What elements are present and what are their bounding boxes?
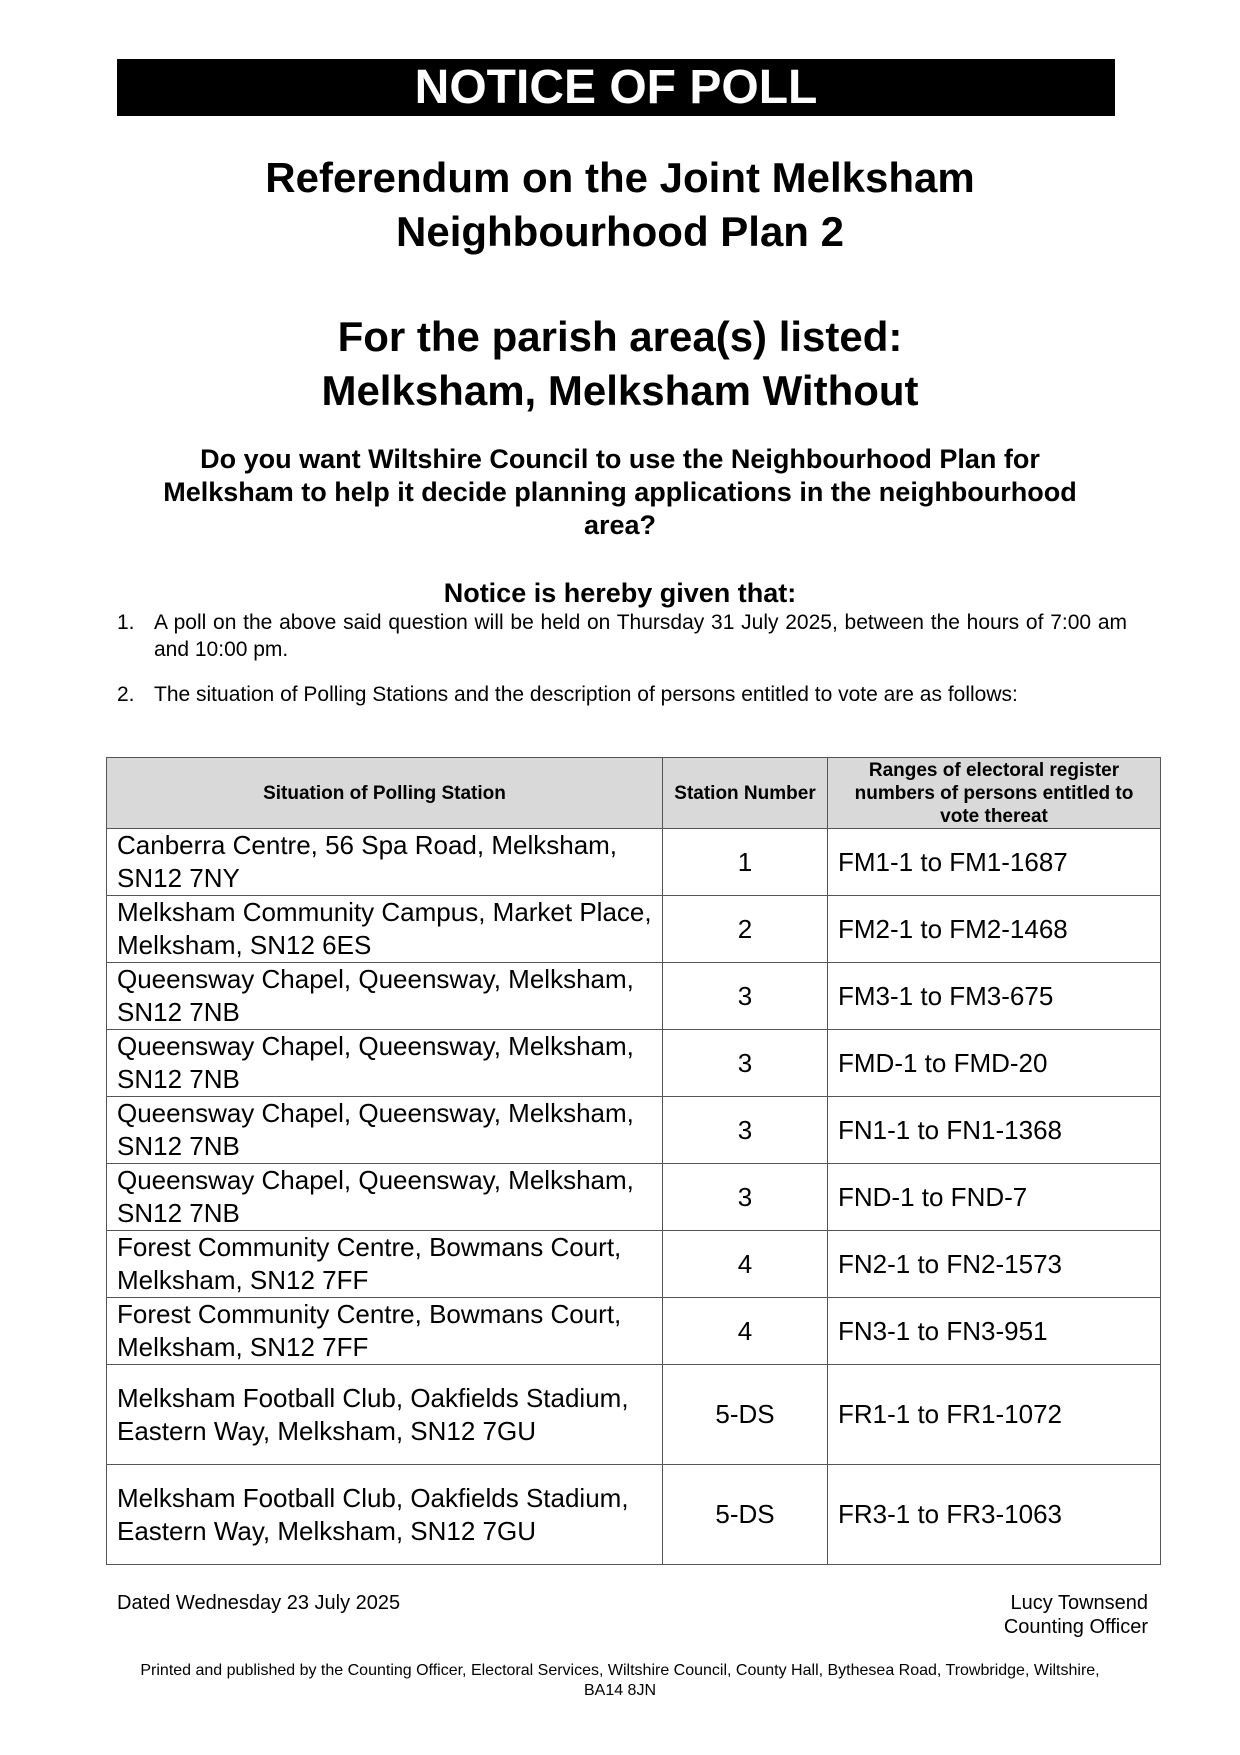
parish-line: Melksham, Melksham Without: [321, 367, 919, 414]
question-line: area?: [583, 510, 657, 540]
table-row: [107, 1030, 1161, 1097]
station-number: 3: [663, 1097, 828, 1164]
station-number: 5-DS: [663, 1465, 828, 1565]
table-row: [107, 1164, 1161, 1231]
table-row: [107, 1465, 1161, 1565]
station-situation: Melksham Football Club, Oakfields Stadium, Eastern Way, Melksham, SN12 7GU: [107, 1465, 663, 1565]
register-range: FM1-1 to FM1-1687: [828, 829, 1161, 896]
title-line: Neighbourhood Plan 2: [396, 208, 844, 255]
imprint-line: BA14 8JN: [583, 1682, 657, 1699]
imprint: [100, 1661, 1140, 1701]
register-range: FR3-1 to FR3-1063: [828, 1465, 1161, 1565]
parish-line: For the parish area(s) listed:: [337, 313, 903, 360]
notice-item: [117, 609, 1127, 663]
station-number: 4: [663, 1298, 828, 1365]
referendum-question: [100, 443, 1140, 542]
header-station-number: Station Number: [663, 758, 828, 829]
item-text: The situation of Polling Stations and the description of persons entitled to vote are as follows:: [154, 683, 1018, 706]
station-situation: Queensway Chapel, Queensway, Melksham, SN12 7NB: [107, 1097, 663, 1164]
signer-name: Lucy Townsend: [1010, 1592, 1148, 1614]
station-number: 4: [663, 1231, 828, 1298]
station-number: 3: [663, 1164, 828, 1231]
imprint-line: Printed and published by the Counting Officer, Electoral Services, Wiltshire Council, County Hall, Bythesea Road, Trowbridge, Wiltshire,: [140, 1662, 1100, 1679]
item-number: 2.: [117, 683, 135, 706]
table-row: [107, 963, 1161, 1030]
station-number: 3: [663, 1030, 828, 1097]
header-ranges: Ranges of electoral register numbers of persons entitled to vote thereat: [828, 758, 1161, 829]
parish-heading: [100, 310, 1140, 418]
station-situation: Melksham Community Campus, Market Place, Melksham, SN12 6ES: [107, 896, 663, 963]
item-text: A poll on the above said question will be held on Thursday 31 July 2025, between the hours of 7:00 am and 10:00 pm.: [154, 611, 1127, 661]
signature-block: [1004, 1591, 1148, 1639]
station-number: 3: [663, 963, 828, 1030]
register-range: FM2-1 to FM2-1468: [828, 896, 1161, 963]
title-line: Referendum on the Joint Melksham: [265, 154, 975, 201]
station-number: 2: [663, 896, 828, 963]
question-line: Melksham to help it decide planning applications in the neighbourhood: [163, 477, 1077, 507]
station-situation: Forest Community Centre, Bowmans Court, Melksham, SN12 7FF: [107, 1231, 663, 1298]
table-row: [107, 829, 1161, 896]
header-situation: Situation of Polling Station: [107, 758, 663, 829]
station-number: 1: [663, 829, 828, 896]
register-range: FN3-1 to FN3-951: [828, 1298, 1161, 1365]
station-situation: Queensway Chapel, Queensway, Melksham, SN12 7NB: [107, 1030, 663, 1097]
station-situation: Forest Community Centre, Bowmans Court, Melksham, SN12 7FF: [107, 1298, 663, 1365]
dated-line: Dated Wednesday 23 July 2025: [117, 1592, 401, 1614]
register-range: FND-1 to FND-7: [828, 1164, 1161, 1231]
register-range: FM3-1 to FM3-675: [828, 963, 1161, 1030]
station-situation: Canberra Centre, 56 Spa Road, Melksham, SN12 7NY: [107, 829, 663, 896]
notice-heading: Notice is hereby given that:: [443, 578, 797, 608]
table-row: [107, 1298, 1161, 1365]
table-row: [107, 1231, 1161, 1298]
notice-item: [117, 681, 1127, 708]
table-row: [107, 896, 1161, 963]
referendum-title: [100, 151, 1140, 259]
register-range: FN2-1 to FN2-1573: [828, 1231, 1161, 1298]
station-situation: Queensway Chapel, Queensway, Melksham, SN12 7NB: [107, 1164, 663, 1231]
question-line: Do you want Wiltshire Council to use the Neighbourhood Plan for: [200, 444, 1040, 474]
item-number: 1.: [117, 611, 135, 634]
station-number: 5-DS: [663, 1365, 828, 1465]
signer-role: Counting Officer: [1003, 1616, 1148, 1638]
register-range: FN1-1 to FN1-1368: [828, 1097, 1161, 1164]
notice-banner: NOTICE OF POLL: [117, 59, 1115, 116]
table-row: [107, 1365, 1161, 1465]
station-situation: Queensway Chapel, Queensway, Melksham, SN12 7NB: [107, 963, 663, 1030]
register-range: FR1-1 to FR1-1072: [828, 1365, 1161, 1465]
polling-stations-table: [106, 757, 1161, 1565]
station-situation: Melksham Football Club, Oakfields Stadium, Eastern Way, Melksham, SN12 7GU: [107, 1365, 663, 1465]
table-header-row: [107, 758, 1161, 829]
table-row: [107, 1097, 1161, 1164]
register-range: FMD-1 to FMD-20: [828, 1030, 1161, 1097]
